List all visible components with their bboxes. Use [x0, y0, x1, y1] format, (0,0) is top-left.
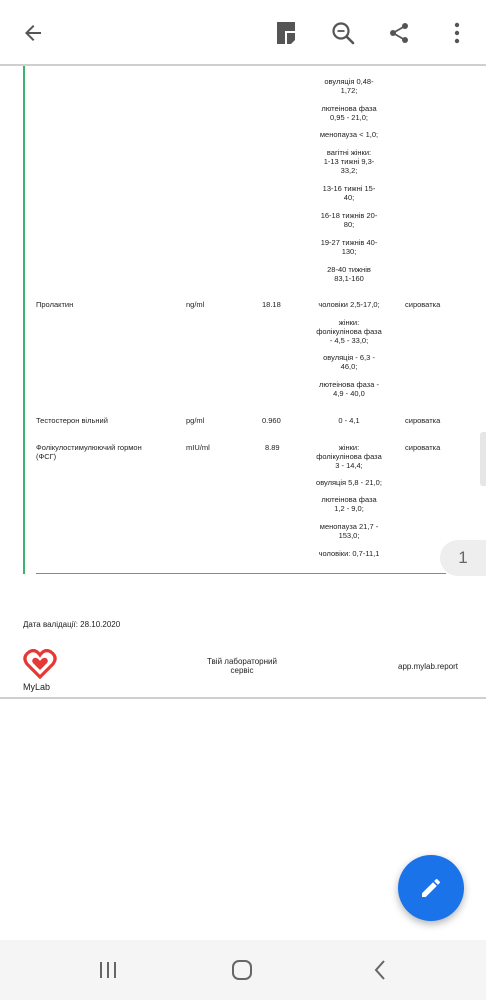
footer-site-link[interactable]: app.mylab.report — [398, 662, 459, 671]
section-marker-line — [23, 66, 25, 574]
sample-type: сироватка — [405, 443, 441, 452]
arrow-left-icon — [21, 21, 45, 45]
sample-type: сироватка — [405, 300, 441, 309]
share-button[interactable] — [379, 13, 419, 53]
table-divider — [36, 573, 446, 574]
reference-range: менопауза < 1,0; — [319, 130, 379, 139]
sample-type: сироватка — [405, 416, 441, 425]
test-value: 18.18 — [262, 300, 281, 309]
reference-range: 13-16 тижні 15- 40; — [322, 184, 376, 202]
reference-range: 0 - 4,1 — [338, 416, 360, 425]
page-layout-button[interactable] — [266, 13, 306, 53]
page-indicator: 1 — [440, 540, 486, 576]
system-nav-bar — [0, 940, 486, 1000]
more-options-button[interactable] — [437, 13, 477, 53]
reference-range: чоловіки: 0,7-11,1 — [318, 549, 380, 558]
reference-range: вагітні жінки: 1-13 тижні 9,3- 33,2; — [323, 148, 375, 175]
recents-button[interactable] — [88, 954, 128, 986]
footer-tagline: Твій лабораторний сервіс — [207, 657, 277, 675]
page-layout-icon — [275, 21, 297, 45]
mylab-logo — [23, 649, 57, 679]
search-button[interactable] — [323, 13, 363, 53]
reference-range: лютеінова фаза - 4,9 - 40,0 — [319, 380, 379, 398]
reference-range: овуляція 0,48- 1,72; — [324, 77, 374, 95]
page-edge — [0, 697, 486, 699]
search-zoom-icon — [330, 20, 356, 46]
share-icon — [387, 21, 411, 45]
nav-back-icon — [373, 959, 387, 981]
reference-range: жінки: фолікулінова фаза 3 - 14,4; — [316, 443, 382, 470]
mylab-logo-text: MyLab — [23, 682, 51, 692]
home-icon — [231, 959, 253, 981]
edit-pencil-icon — [419, 876, 443, 900]
reference-range: лютеінова фаза 0,95 - 21,0; — [321, 104, 377, 122]
reference-range: 16-18 тижнів 20- 80; — [320, 211, 378, 229]
reference-range: овуляція 5,8 - 21,0; — [316, 478, 382, 487]
reference-range: 28-40 тижнів 83,1-160 — [327, 265, 371, 283]
test-name: Тестостерон вільний — [36, 416, 108, 425]
reference-range: чоловіки 2,5-17,0; — [318, 300, 380, 309]
test-unit: mIU/ml — [186, 443, 210, 452]
top-app-bar — [0, 0, 486, 66]
home-button[interactable] — [222, 954, 262, 986]
test-name: Пролактин — [36, 300, 74, 309]
reference-range: лютеінова фаза 1,2 - 9,0; — [321, 495, 377, 513]
test-value: 0.960 — [262, 416, 281, 425]
mylab-heart-logo-icon — [23, 649, 57, 679]
test-unit: ng/ml — [186, 300, 205, 309]
reference-range: менопауза 21,7 - 153,0; — [319, 522, 379, 540]
test-value: 8.89 — [265, 443, 280, 452]
test-unit: pg/ml — [186, 416, 205, 425]
test-name: Фолікулостимулюючий гормон (ФСГ) — [36, 443, 142, 461]
scrollbar-handle[interactable] — [480, 432, 486, 486]
nav-back-button[interactable] — [360, 954, 400, 986]
reference-range: жінки: фолікулінова фаза - 4,5 - 33,0; — [316, 318, 382, 345]
reference-range: овуляція - 6,3 - 46,0; — [323, 353, 375, 371]
edit-fab-button[interactable] — [398, 855, 464, 921]
recents-icon — [98, 961, 118, 979]
reference-range: 19-27 тижнів 40- 130; — [320, 238, 378, 256]
back-button[interactable] — [13, 13, 53, 53]
more-vertical-icon — [453, 21, 461, 45]
document-page[interactable] — [0, 66, 486, 700]
validation-date: Дата валідації: 28.10.2020 — [23, 620, 121, 629]
